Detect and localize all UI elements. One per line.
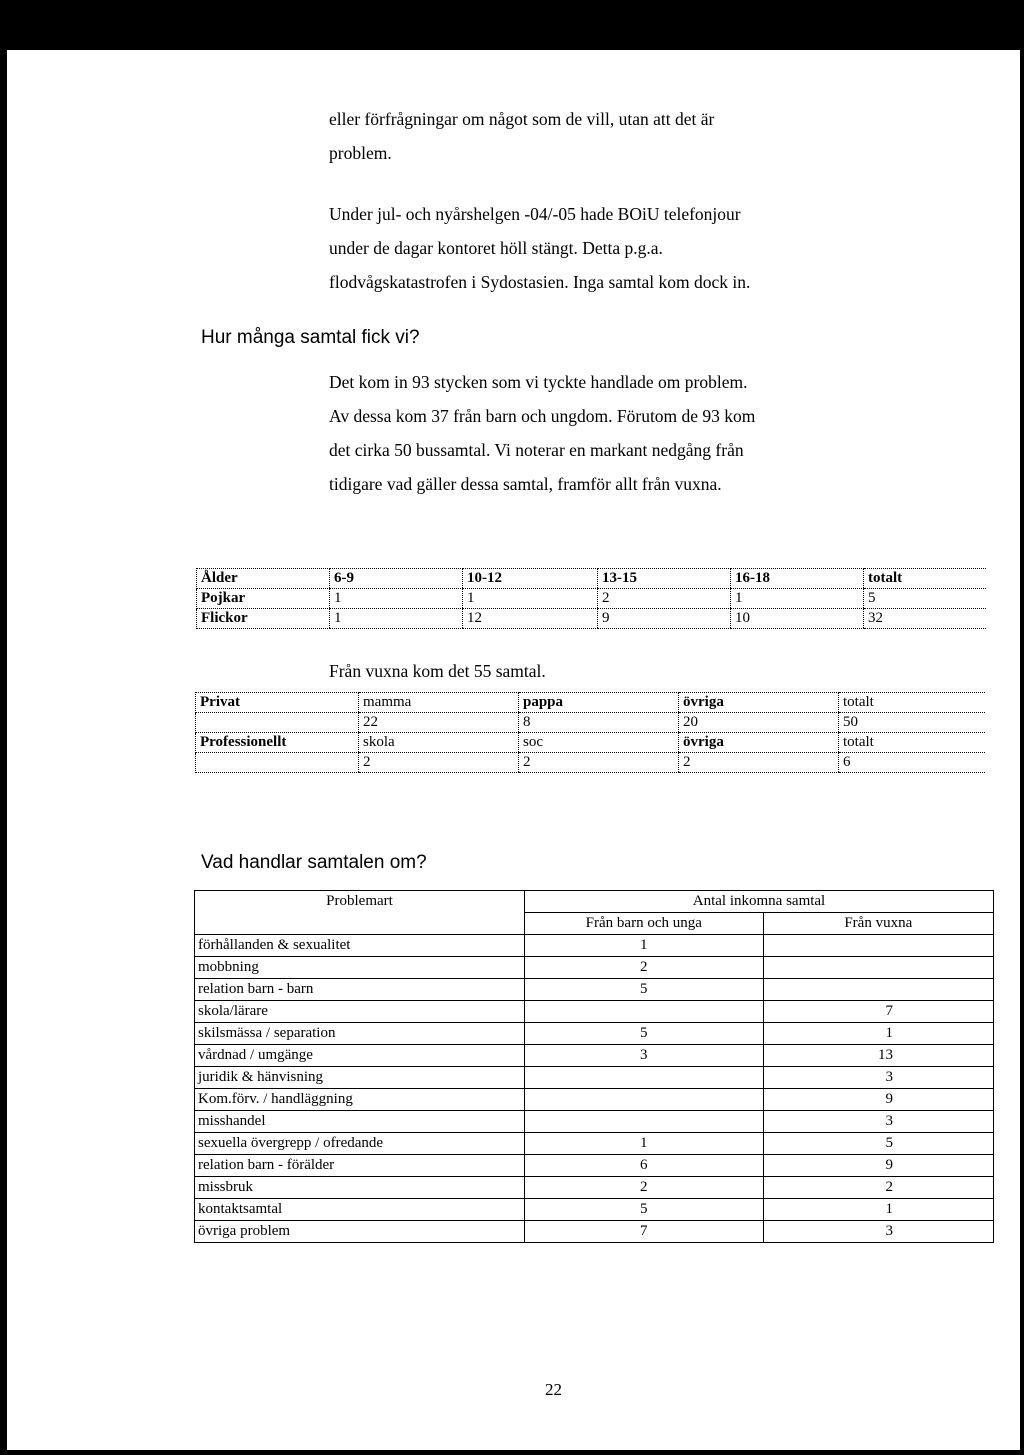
age-cell: 2: [598, 589, 731, 609]
children-count-cell: 7: [525, 1221, 764, 1243]
adults-count-cell: 13: [763, 1045, 993, 1067]
problem-row: [195, 1199, 994, 1221]
children-count-cell: 2: [525, 957, 764, 979]
problem-row: [195, 1221, 994, 1243]
problem-label-cell: övriga problem: [195, 1221, 525, 1243]
problem-row: [195, 1067, 994, 1089]
problem-label-cell: juridik & hänvisning: [195, 1067, 525, 1089]
children-count-cell: [525, 1089, 764, 1111]
adults-count-cell: 7: [763, 1001, 993, 1023]
problem-type-header: Problemart: [195, 891, 525, 935]
adult-cell: soc: [519, 733, 679, 753]
problem-label-cell: misshandel: [195, 1111, 525, 1133]
children-count-cell: [525, 1001, 764, 1023]
age-cell: 9: [598, 609, 731, 629]
adults-count-cell: 2: [763, 1177, 993, 1199]
document-page: [7, 50, 1020, 1450]
adult-cell: pappa: [519, 693, 679, 713]
problem-header-row: [195, 891, 994, 913]
age-table-header: [197, 569, 987, 589]
intro-line: problem.: [329, 143, 392, 163]
adults-count-cell: 1: [763, 1199, 993, 1221]
age-cell: 5: [864, 589, 987, 609]
adult-table-row: [196, 753, 986, 773]
adult-table-row: [196, 693, 986, 713]
adult-cell: [196, 753, 359, 773]
adults-count-cell: [763, 957, 993, 979]
problem-label-cell: vårdnad / umgänge: [195, 1045, 525, 1067]
problem-row: [195, 957, 994, 979]
heading-how-many-calls: Hur många samtal fick vi?: [201, 327, 420, 348]
adults-count-cell: 3: [763, 1111, 993, 1133]
adults-count-cell: 3: [763, 1221, 993, 1243]
problem-table-body: [195, 935, 994, 1243]
problem-row: [195, 935, 994, 957]
children-count-cell: 1: [525, 1133, 764, 1155]
holiday-line: under de dagar kontoret höll stängt. Detta p.g.a.: [329, 238, 663, 258]
problem-row: [195, 1111, 994, 1133]
page-number: 22: [545, 1380, 562, 1399]
adults-summary-line: Från vuxna kom det 55 samtal.: [329, 661, 546, 681]
problem-label-cell: sexuella övergrepp / ofredande: [195, 1133, 525, 1155]
count-header: Antal inkomna samtal: [525, 891, 994, 913]
age-cell: Flickor: [197, 609, 330, 629]
adults-count-cell: [763, 979, 993, 1001]
age-cell: 1: [463, 589, 598, 609]
problem-label-cell: missbruk: [195, 1177, 525, 1199]
adult-cell: mamma: [359, 693, 519, 713]
problem-label-cell: skilsmässa / separation: [195, 1023, 525, 1045]
problem-row: [195, 1001, 994, 1023]
adult-cell: 22: [359, 713, 519, 733]
adult-cell: 50: [839, 713, 986, 733]
adult-cell: skola: [359, 733, 519, 753]
adult-cell: Privat: [196, 693, 359, 713]
intro-paragraph: [329, 102, 714, 170]
holiday-paragraph: [329, 197, 750, 299]
summary-line: det cirka 50 bussamtal. Vi noterar en markant nedgång från: [329, 440, 744, 460]
adults-subheader: Från vuxna: [763, 913, 993, 935]
adult-cell: 2: [359, 753, 519, 773]
age-cell: 1: [330, 609, 463, 629]
adult-cell: övriga: [679, 733, 839, 753]
adult-cell: 8: [519, 713, 679, 733]
problem-row: [195, 1155, 994, 1177]
children-count-cell: 6: [525, 1155, 764, 1177]
problem-label-cell: relation barn - barn: [195, 979, 525, 1001]
age-cell: 10: [731, 609, 864, 629]
age-cell: Ålder: [197, 569, 330, 589]
adult-table-row: [196, 713, 986, 733]
problem-label-cell: Kom.förv. / handläggning: [195, 1089, 525, 1111]
age-cell: 13-15: [598, 569, 731, 589]
problem-row: [195, 1089, 994, 1111]
adult-cell: 20: [679, 713, 839, 733]
age-cell: 1: [731, 589, 864, 609]
holiday-line: flodvågskatastrofen i Sydostasien. Inga samtal kom dock in.: [329, 272, 751, 292]
problem-label-cell: relation barn - förälder: [195, 1155, 525, 1177]
children-count-cell: 5: [525, 979, 764, 1001]
children-count-cell: 1: [525, 935, 764, 957]
age-cell: totalt: [864, 569, 987, 589]
problem-label-cell: kontaktsamtal: [195, 1199, 525, 1221]
summary-line: Av dessa kom 37 från barn och ungdom. Förutom de 93 kom: [329, 406, 756, 426]
age-cell: Pojkar: [197, 589, 330, 609]
age-cell: 12: [463, 609, 598, 629]
adults-count-cell: 9: [763, 1155, 993, 1177]
problem-label-cell: mobbning: [195, 957, 525, 979]
problem-row: [195, 979, 994, 1001]
problem-row: [195, 1133, 994, 1155]
age-cell: 6-9: [330, 569, 463, 589]
adult-table: [195, 692, 985, 773]
problem-label-cell: skola/lärare: [195, 1001, 525, 1023]
children-subheader: Från barn och unga: [525, 913, 764, 935]
problem-row: [195, 1023, 994, 1045]
age-table: [196, 568, 986, 629]
age-cell: 10-12: [463, 569, 598, 589]
age-cell: 1: [330, 589, 463, 609]
age-table-row: [197, 589, 987, 609]
adults-count-cell: 9: [763, 1089, 993, 1111]
adult-cell: 2: [519, 753, 679, 773]
summary-line: Det kom in 93 stycken som vi tyckte handlade om problem.: [329, 372, 748, 392]
adults-count-cell: [763, 935, 993, 957]
children-count-cell: [525, 1067, 764, 1089]
adult-cell: [196, 713, 359, 733]
intro-line: eller förfrågningar om något som de vill, utan att det är: [329, 109, 715, 129]
children-count-cell: 5: [525, 1199, 764, 1221]
age-cell: 32: [864, 609, 987, 629]
children-count-cell: 2: [525, 1177, 764, 1199]
adults-count-cell: 1: [763, 1023, 993, 1045]
summary-paragraph: [329, 365, 755, 501]
adult-cell: 2: [679, 753, 839, 773]
age-cell: 16-18: [731, 569, 864, 589]
adult-cell: 6: [839, 753, 986, 773]
problem-table: [194, 890, 994, 1243]
children-count-cell: [525, 1111, 764, 1133]
adults-count-cell: 3: [763, 1067, 993, 1089]
children-count-cell: 5: [525, 1023, 764, 1045]
age-table-row: [197, 609, 987, 629]
adult-cell: totalt: [839, 693, 986, 713]
problem-row: [195, 1045, 994, 1067]
problem-row: [195, 1177, 994, 1199]
adult-cell: totalt: [839, 733, 986, 753]
adults-count-cell: 5: [763, 1133, 993, 1155]
adult-cell: övriga: [679, 693, 839, 713]
summary-line: tidigare vad gäller dessa samtal, framför allt från vuxna.: [329, 474, 722, 494]
children-count-cell: 3: [525, 1045, 764, 1067]
holiday-line: Under jul- och nyårshelgen -04/-05 hade BOiU telefonjour: [329, 204, 741, 224]
problem-label-cell: förhållanden & sexualitet: [195, 935, 525, 957]
heading-what-about: Vad handlar samtalen om?: [201, 852, 427, 873]
adult-cell: Professionellt: [196, 733, 359, 753]
adult-table-row: [196, 733, 986, 753]
